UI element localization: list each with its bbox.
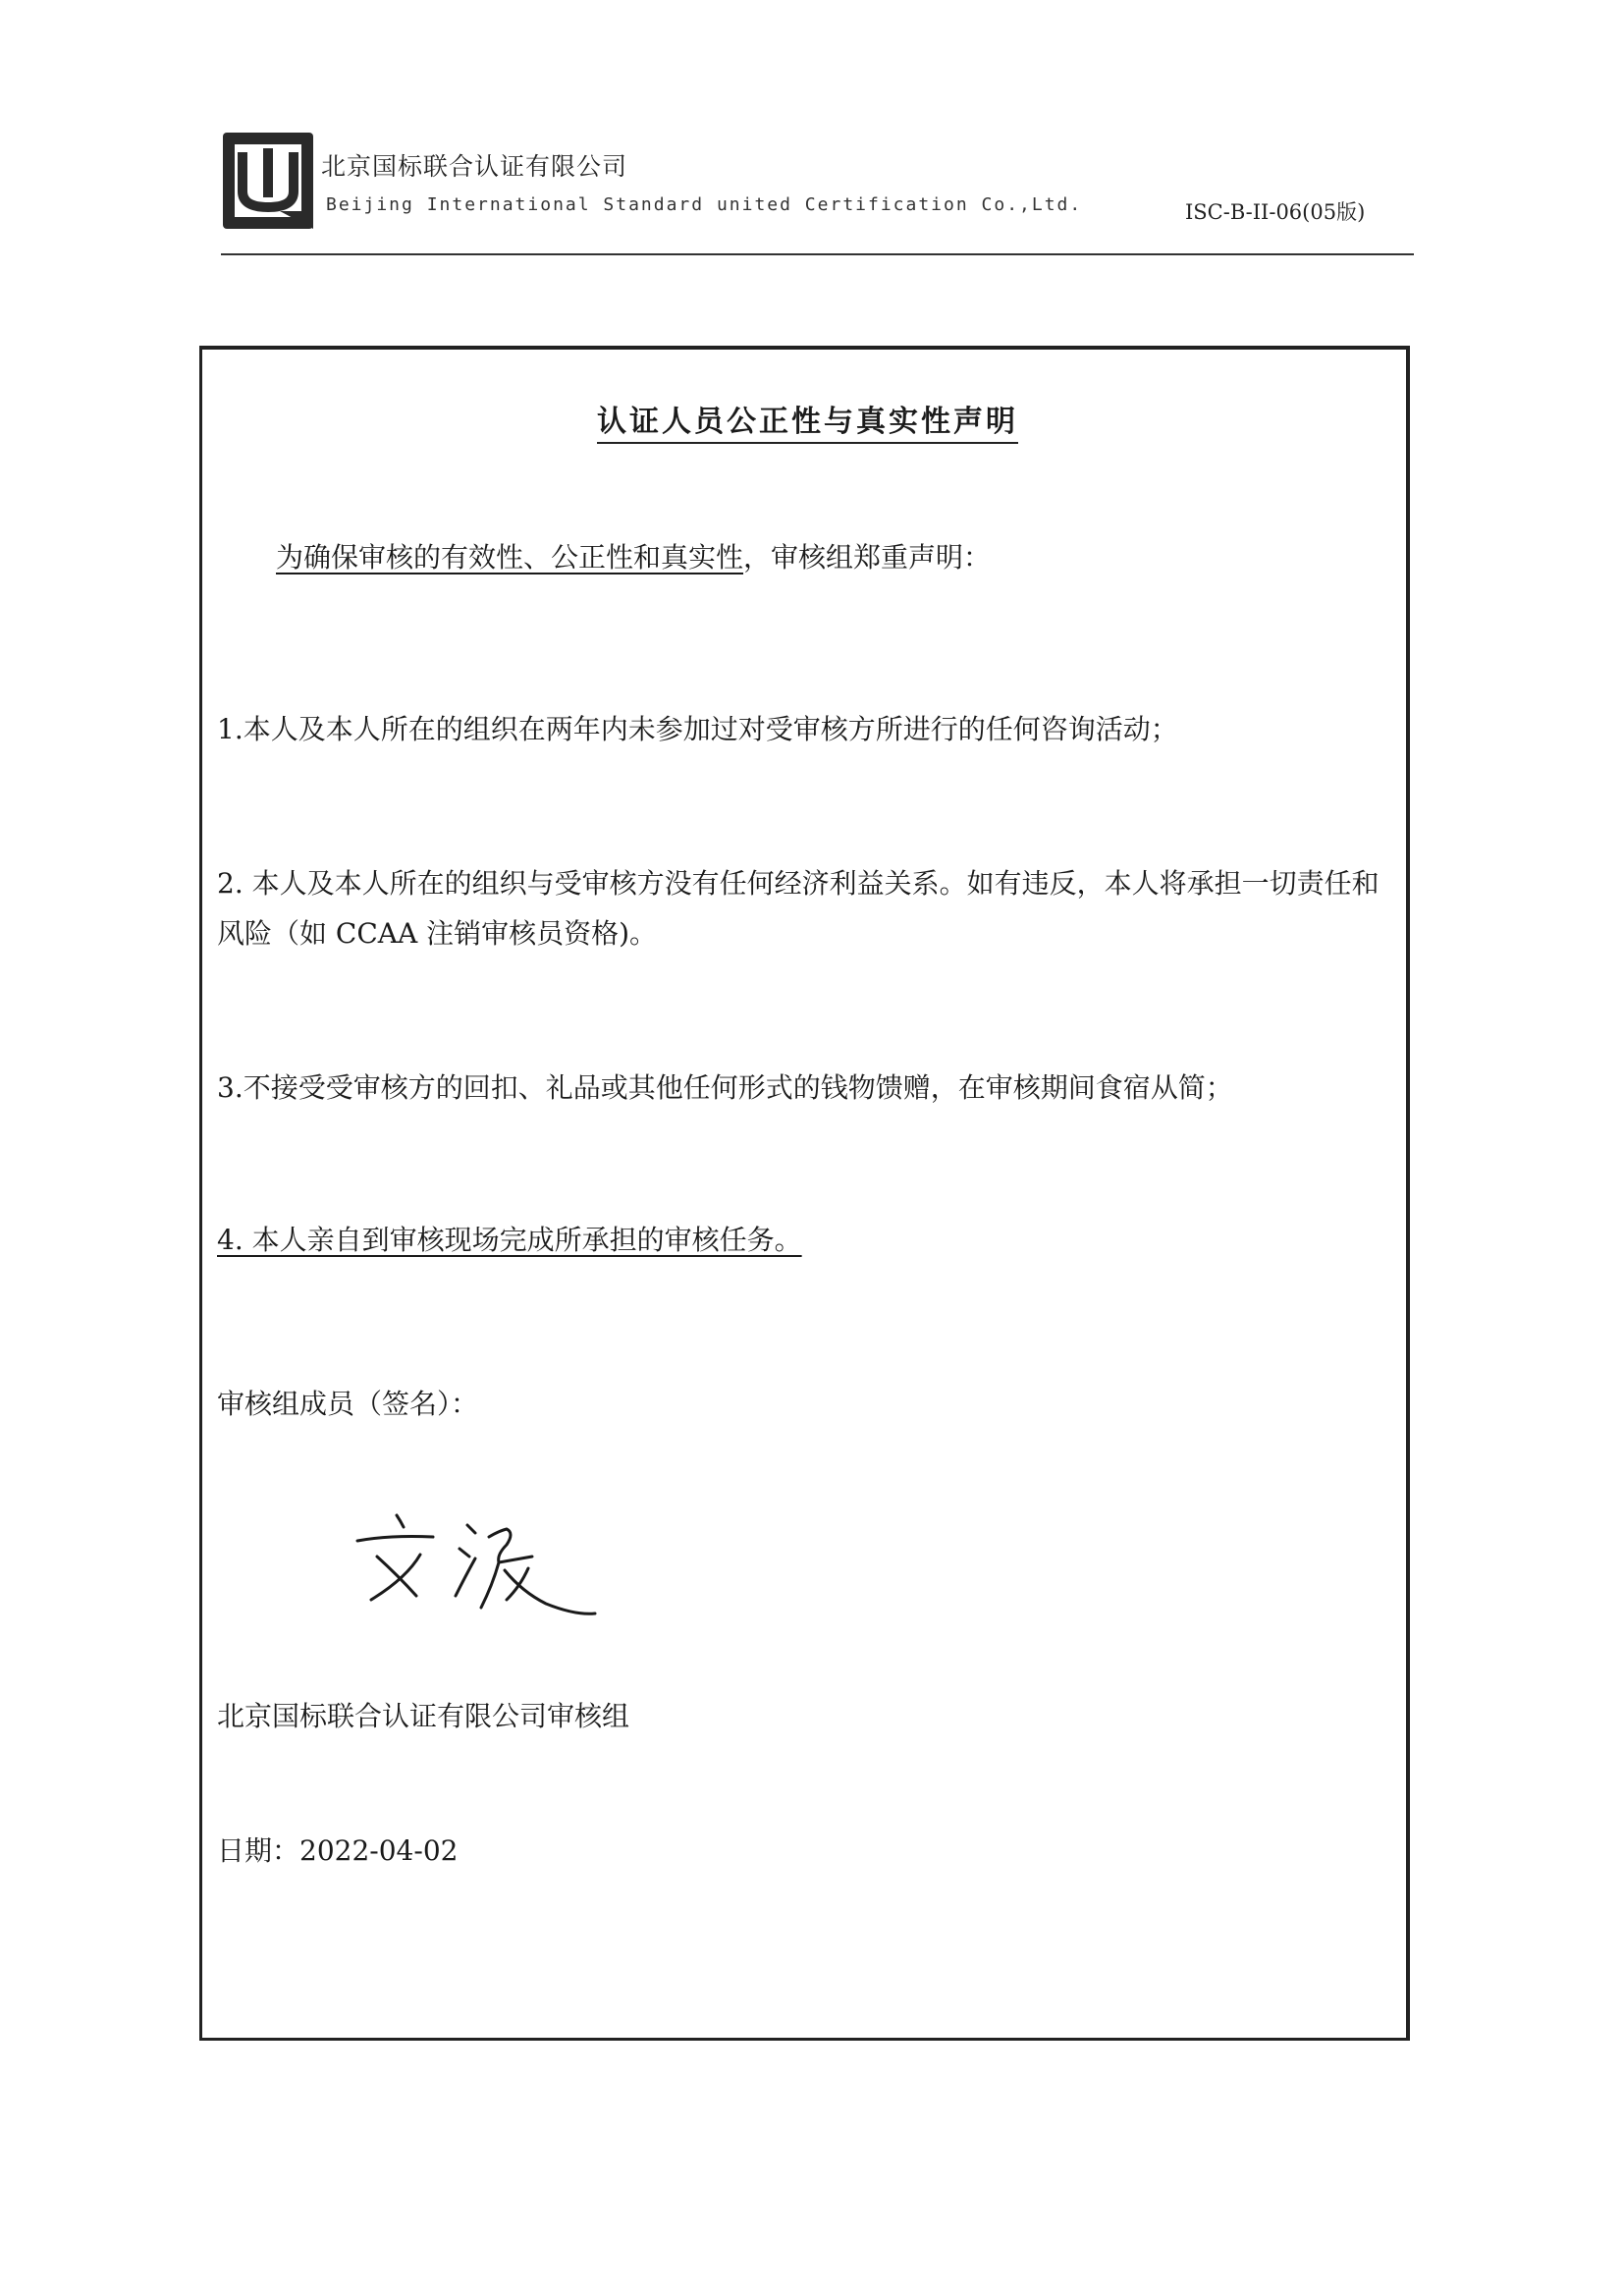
company-name-cn: 北京国标联合认证有限公司 bbox=[321, 152, 628, 181]
intro-rest: ，审核组郑重声明： bbox=[743, 541, 992, 574]
declaration-item-1: 1.本人及本人所在的组织在两年内未参加过对受审核方所进行的任何咨询活动； bbox=[217, 713, 1178, 745]
declaration-item-3: 3.不接受受审核方的回扣、礼品或其他任何形式的钱物馈赠，在审核期间食宿从简； bbox=[217, 1071, 1233, 1104]
declaration-frame bbox=[199, 346, 1410, 2041]
declaration-item-4: 4. 本人亲自到审核现场完成所承担的审核任务。 bbox=[217, 1224, 802, 1256]
header-divider bbox=[221, 253, 1414, 255]
intro-underlined: 为确保审核的有效性、公正性和真实性 bbox=[276, 541, 744, 574]
declaration-item-2-line-2: 风险（如 CCAA 注销审核员资格)。 bbox=[217, 917, 658, 950]
company-name-en: Beijing International Standard united Certification Co.,Ltd. bbox=[326, 194, 1083, 215]
date-line bbox=[217, 1830, 458, 1869]
isc-logo-icon bbox=[221, 131, 319, 234]
audit-team-name: 北京国标联合认证有限公司审核组 bbox=[217, 1700, 630, 1732]
document-title-row bbox=[202, 397, 1413, 444]
intro-paragraph bbox=[276, 536, 991, 575]
document-title: 认证人员公正性与真实性声明 bbox=[597, 397, 1018, 444]
members-label: 审核组成员（签名）： bbox=[217, 1388, 479, 1420]
page-header bbox=[221, 128, 1419, 255]
form-code: ISC-B-II-06(05版) bbox=[1185, 200, 1366, 224]
handwritten-signature bbox=[350, 1498, 644, 1655]
declaration-item-2-line-1: 2. 本人及本人所在的组织与受审核方没有任何经济利益关系。如有违反，本人将承担一切责任和 bbox=[217, 867, 1380, 900]
date-label: 日期： bbox=[217, 1834, 300, 1867]
date-value: 2022-04-02 bbox=[299, 1834, 459, 1867]
